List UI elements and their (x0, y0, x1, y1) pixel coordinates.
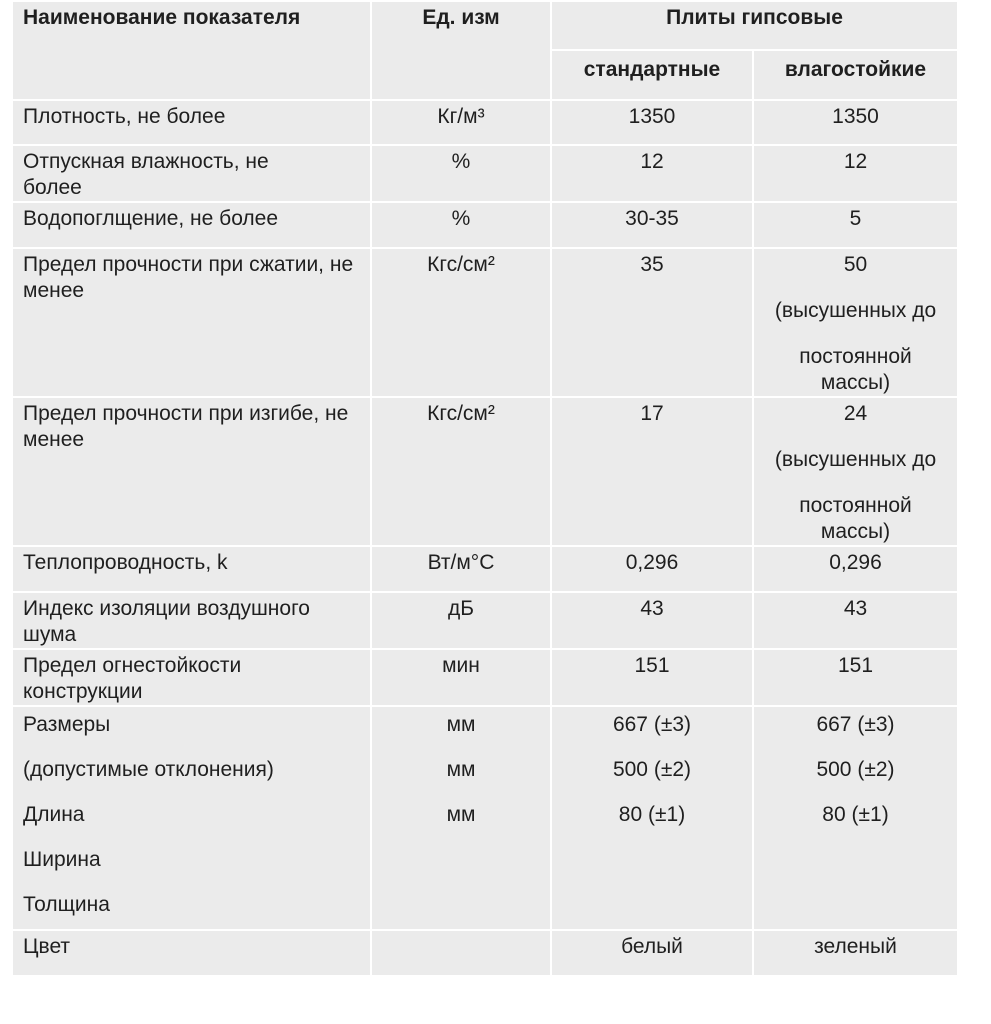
property-name: Теплопроводность, k (23, 551, 228, 574)
property-name: Индекс изоляции воздушного шума (23, 597, 310, 646)
unit: мм (446, 803, 476, 826)
value-note: (высушенных до (774, 448, 937, 471)
unit: мм (446, 713, 476, 736)
value-standard: 667 (±3) (612, 713, 692, 736)
value-moisture-resistant: 1350 (832, 105, 879, 128)
unit: Кг/м³ (437, 105, 485, 128)
value-note: (высушенных до (774, 299, 937, 322)
value-moisture-resistant: 151 (837, 654, 874, 677)
value-standard: 12 (640, 150, 664, 173)
table-row (13, 146, 957, 201)
value-moisture-resistant: зеленый (814, 935, 897, 958)
table-row (13, 547, 957, 591)
value-standard: 30-35 (625, 207, 679, 230)
table-row (13, 593, 957, 648)
unit (372, 931, 550, 934)
value-moisture-resistant: 80 (±1) (822, 803, 889, 826)
property-name: Толщина (23, 893, 110, 916)
property-name: Ширина (23, 848, 101, 871)
property-name: Отпускная влажность, не более (23, 150, 269, 199)
unit: Вт/м°С (427, 551, 495, 574)
properties-table (11, 0, 959, 977)
value-standard: 35 (640, 253, 664, 276)
value-note: массы) (820, 371, 891, 394)
header-row (13, 2, 957, 49)
property-name: Цвет (23, 935, 71, 958)
value-standard: 500 (±2) (612, 758, 692, 781)
value-standard: 151 (634, 654, 670, 677)
property-name: Предел прочности при сжатии, не менее (23, 253, 354, 302)
header-standard: стандартные (552, 51, 752, 99)
table-row (13, 707, 957, 929)
unit: % (451, 150, 471, 173)
unit: дБ (447, 597, 475, 620)
table-row (13, 931, 957, 975)
property-name: Предел прочности при изгибе, не менее (23, 402, 349, 451)
table-row (13, 650, 957, 705)
header-name: Наименование показателя (13, 2, 370, 99)
value-moisture-resistant: 667 (±3) (816, 713, 895, 736)
value-moisture-resistant: 50 (843, 253, 868, 276)
value-moisture-resistant: 500 (±2) (816, 758, 895, 781)
value-moisture-resistant: 12 (843, 150, 868, 173)
value-moisture-resistant: 24 (843, 402, 868, 425)
value-standard: 80 (±1) (618, 803, 686, 826)
value-standard: 0,296 (625, 551, 679, 574)
unit: Кгс/см² (427, 402, 495, 425)
property-name: (допустимые отклонения) (23, 758, 274, 781)
property-name: Водопоглщение, не более (23, 207, 279, 230)
table-row (13, 101, 957, 144)
value-note: массы) (820, 520, 891, 543)
header-group: Плиты гипсовые (552, 2, 957, 49)
table-row (13, 203, 957, 247)
property-name: Плотность, не более (23, 105, 226, 128)
value-note: постоянной (799, 494, 912, 517)
value-standard: 1350 (628, 105, 676, 128)
unit: мм (446, 758, 476, 781)
unit: Кгс/см² (427, 253, 495, 276)
table-row (13, 398, 957, 545)
property-name: Длина (23, 803, 85, 826)
value-note: постоянной (799, 345, 912, 368)
property-name: Предел огнестойкости конструкции (23, 654, 242, 703)
value-standard: 17 (640, 402, 664, 425)
value-moisture-resistant: 0,296 (829, 551, 882, 574)
header-unit: Ед. изм (372, 2, 550, 99)
unit: % (451, 207, 471, 230)
table-row (13, 249, 957, 396)
property-name: Размеры (23, 713, 111, 736)
unit: мин (442, 654, 480, 677)
value-moisture-resistant: 5 (849, 207, 862, 230)
value-moisture-resistant: 43 (843, 597, 868, 620)
value-standard: 43 (640, 597, 664, 620)
value-standard: белый (621, 935, 683, 958)
header-moisture-resistant: влагостойкие (754, 51, 957, 99)
